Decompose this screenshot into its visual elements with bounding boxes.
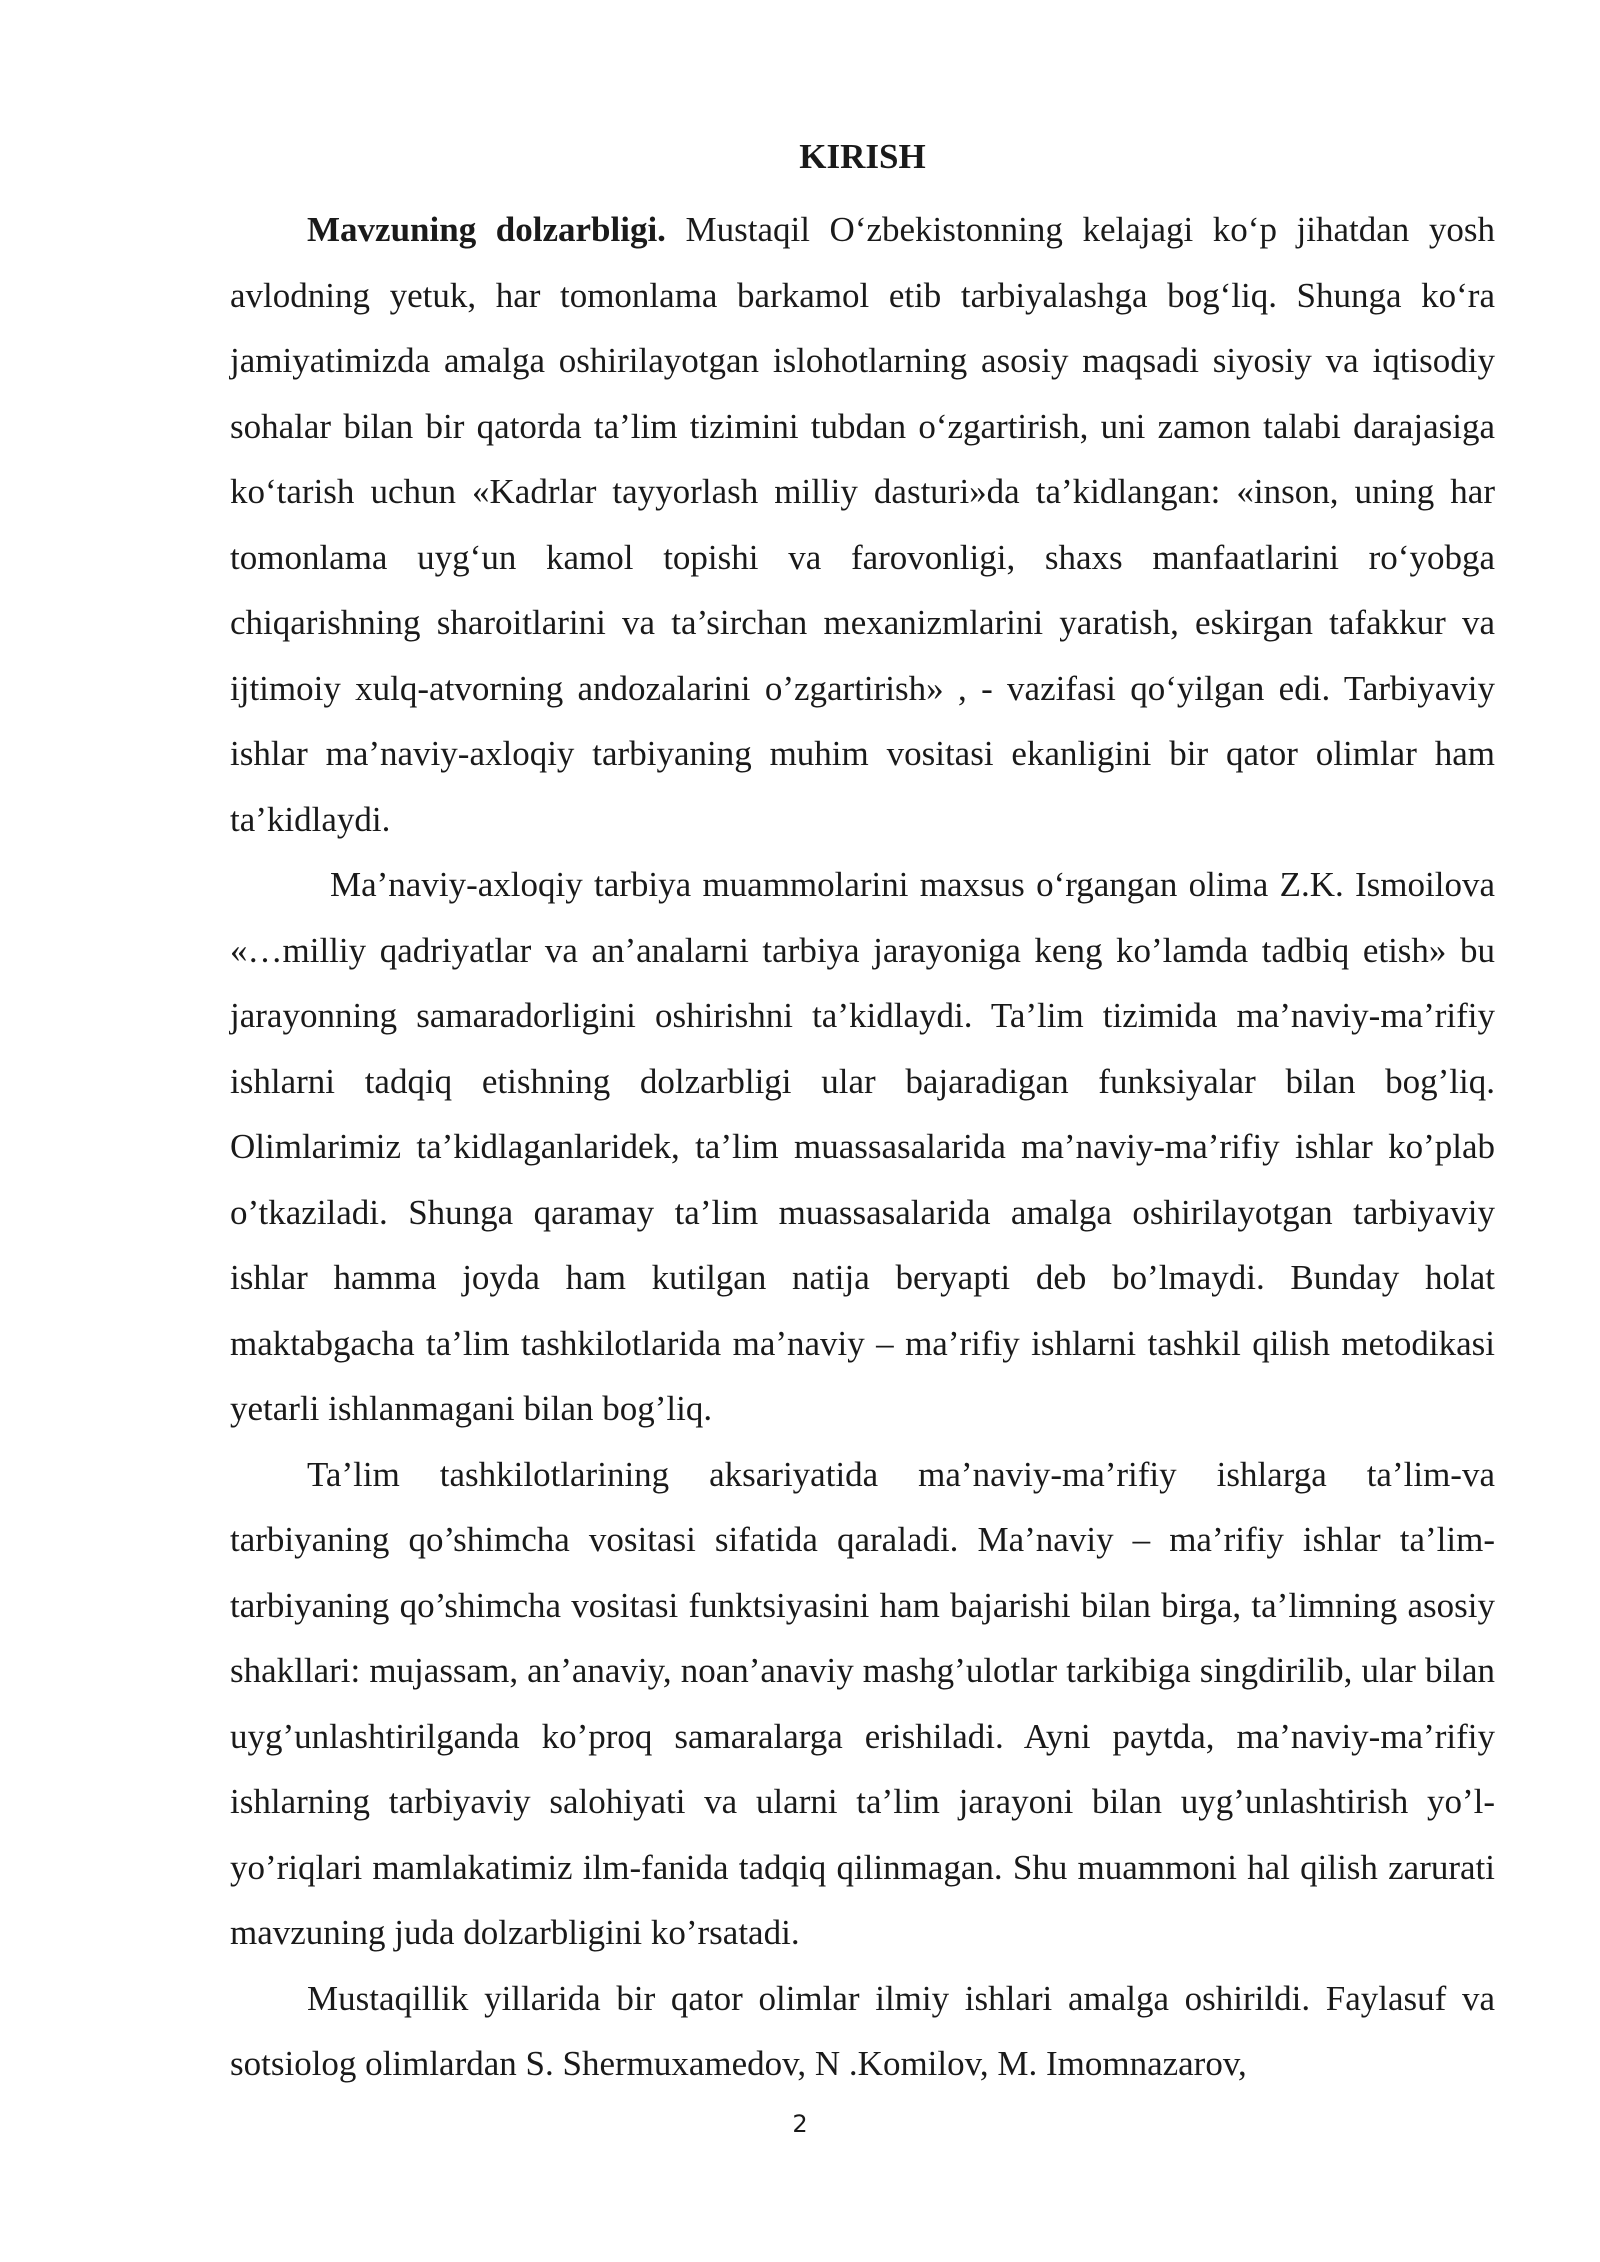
paragraph-relevance [230, 197, 1495, 852]
paragraph-text: Mustaqil O‘zbekistonning kelajagi ko‘p jihatdan yosh avlodning yetuk, har tomonlama barkamol etib tarbiyalashga bog‘liq. Shunga ko‘ra jamiyatimizda amalga oshirilayotgan islohotlarning asosiy maqsadi siyosiy va iqtisodiy sohalar bilan bir qatorda ta’lim tizimini tubdan o‘zgartirish, uni zamon talabi darajasiga ko‘tarish uchun «Kadrlar tayyorlash milliy dasturi»da ta’kidlangan: «inson, uning har tomonlama uyg‘un kamol topishi va farovonligi, shaxs manfaatlarini ro‘yobga chiqarishning sharoitlarini va ta’sirchan mexanizmlarini yaratish, eskirgan tafakkur va ijtimoiy xulq-atvorning andozalarini o’zgartirish» , - vazifasi qo‘yilgan edi. Tarbiyaviy ishlar ma’naviy-axloqiy tarbiyaning muhim vositasi ekanligini bir qator olimlar ham ta’kidlaydi. [230, 210, 1495, 839]
paragraph-ismoilova: Ma’naviy-axloqiy tarbiya muammolarini maxsus o‘rgangan olima Z.K. Ismoilova «…milliy qadriyatlar va an’analarni tarbiya jarayoniga keng ko’lamda tadbiq etish» bu jarayonning samaradorligini oshirishni ta’kidlaydi. Ta’lim tizimida ma’naviy-ma’rifiy ishlarni tadqiq etishning dolzarbligi ular bajaradigan funksiyalar bilan bog’liq. Olimlarimiz ta’kidlaganlaridek, ta’lim muassasalarida ma’naviy-ma’rifiy ishlar ko’plab o’tkaziladi. Shunga qaramay ta’lim muassasalarida amalga oshirilayotgan tarbiyaviy ishlar hamma joyda ham kutilgan natija beryapti deb bo’lmaydi. Bunday holat maktabgacha ta’lim tashkilotlarida ma’naviy – ma’rifiy ishlarni tashkil qilish metodikasi yetarli ishlanmagani bilan bog’liq. [230, 865, 1495, 1428]
paragraph-lead: Mavzuning dolzarbligi. [307, 210, 666, 249]
paragraph-independence: Mustaqillik yillarida bir qator olimlar ilmiy ishlari amalga oshirildi. Faylasuf va sotsiolog olimlardan S. Shermuxamedov, N .Komilov, M. Imomnazarov, [230, 1978, 1495, 2083]
paragraph-organizations: Ta’lim tashkilotlarining aksariyatida ma’naviy-ma’rifiy ishlarga ta’lim-va tarbiyaning qo’shimcha vositasi sifatida qaraladi. Ma’naviy – ma’rifiy ishlar ta’lim-tarbiyaning qo’shimcha vositasi funktsiyasini ham bajarishi bilan birga, ta’limning asosiy shakllari: mujassam, an’anaviy, noan’anaviy mashg’ulotlar tarkibiga singdirilib, ular bilan uyg’unlashtirilganda ko’proq samaralarga erishiladi. Ayni paytda, ma’naviy-ma’rifiy ishlarning tarbiyaviy salohiyati va ularni ta’lim jarayoni bilan uyg’unlashtirish yo’l-yo’riqlari mamlakatimiz ilm-fanida tadqiq qilinmagan. Shu muammoni hal qilish zarurati mavzuning juda dolzarbligini ko’rsatadi. [230, 1454, 1495, 1952]
document-body [230, 132, 1495, 2097]
page-title: KIRISH [799, 137, 926, 176]
page-number: 2 [792, 2110, 808, 2138]
